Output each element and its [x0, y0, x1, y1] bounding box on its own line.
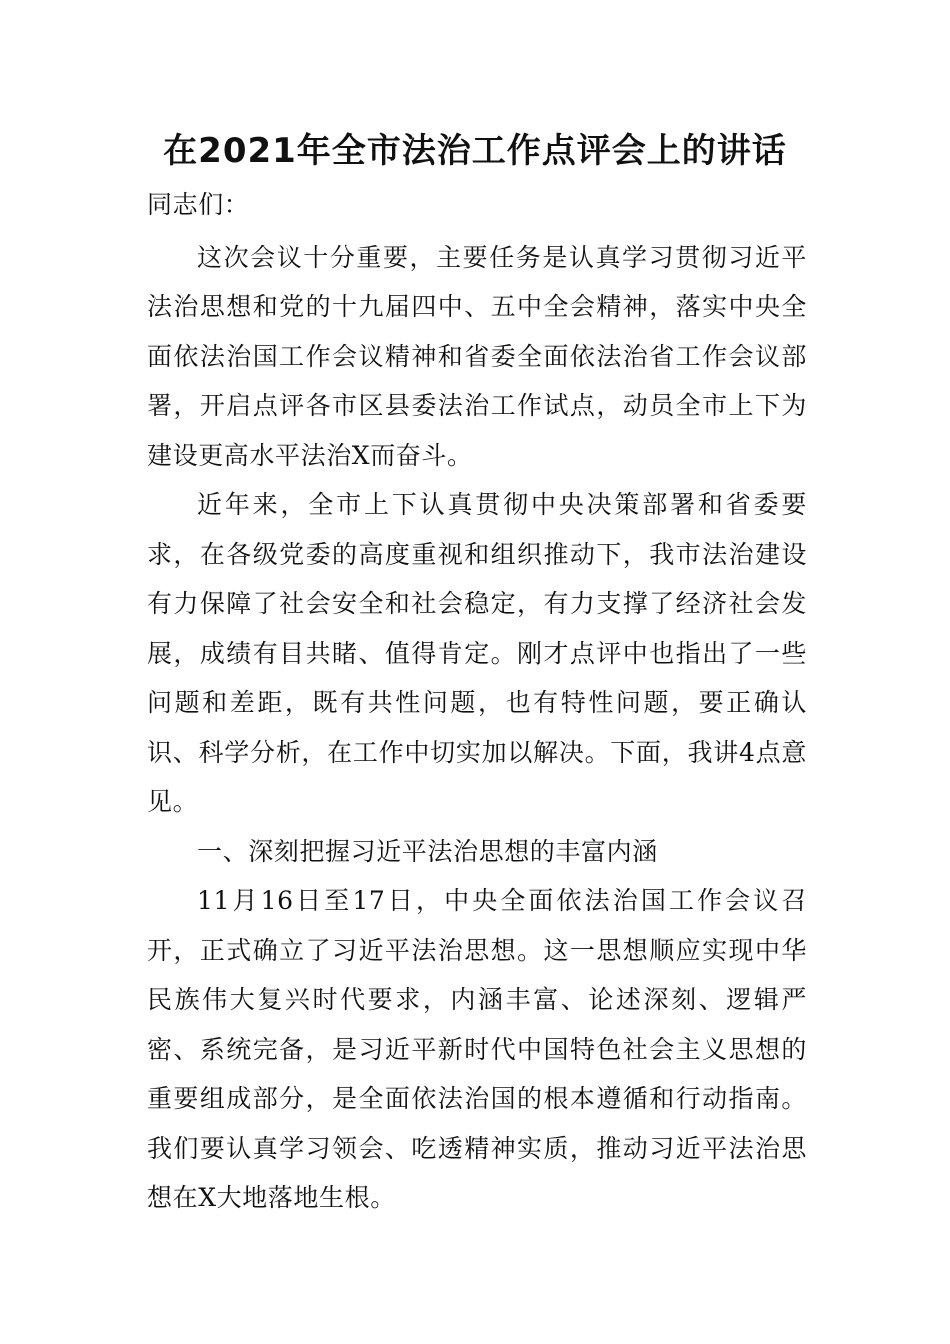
section-heading: 一、深刻把握习近平法治思想的丰富内涵	[197, 836, 658, 866]
document-title: 在2021年全市法治工作点评会上的讲话	[163, 131, 787, 171]
paragraph-intro: 这次会议十分重要，主要任务是认真学习贯彻习近平法治思想和党的十九届四中、五中全会精神，落实中央全面依法治国工作会议精神和省委全面依法治省工作会议部署，开启点评各市区县委法治工作试点，动员全市上下为建设更高水平法治X而奋斗。	[147, 242, 807, 470]
paragraph-section-one: 11月16日至17日，中央全面依法治国工作会议召开，正式确立了习近平法治思想。这一思想顺应实现中华民族伟大复兴时代要求，内涵丰富、论述深刻、逻辑严密、系统完备，是习近平新时代中国特色社会主义思想的重要组成部分，是全面依法治国的根本遵循和行动指南。我们要认真学习领会、吃透精神实质，推动习近平法治思想在X大地落地生根。	[147, 886, 807, 1212]
document-body	[147, 180, 807, 1223]
salutation: 同志们：	[147, 190, 250, 219]
paragraph-achievements: 近年来，全市上下认真贯彻中央决策部署和省委要求，在各级党委的高度重视和组织推动下，我市法治建设有力保障了社会安全和社会稳定，有力支撑了经济社会发展，成绩有目共睹、值得肯定。刚才点评中也指出了一些问题和差距，既有共性问题，也有特性问题，要正确认识、科学分析，在工作中切实加以解决。下面，我讲4点意见。	[147, 490, 807, 816]
